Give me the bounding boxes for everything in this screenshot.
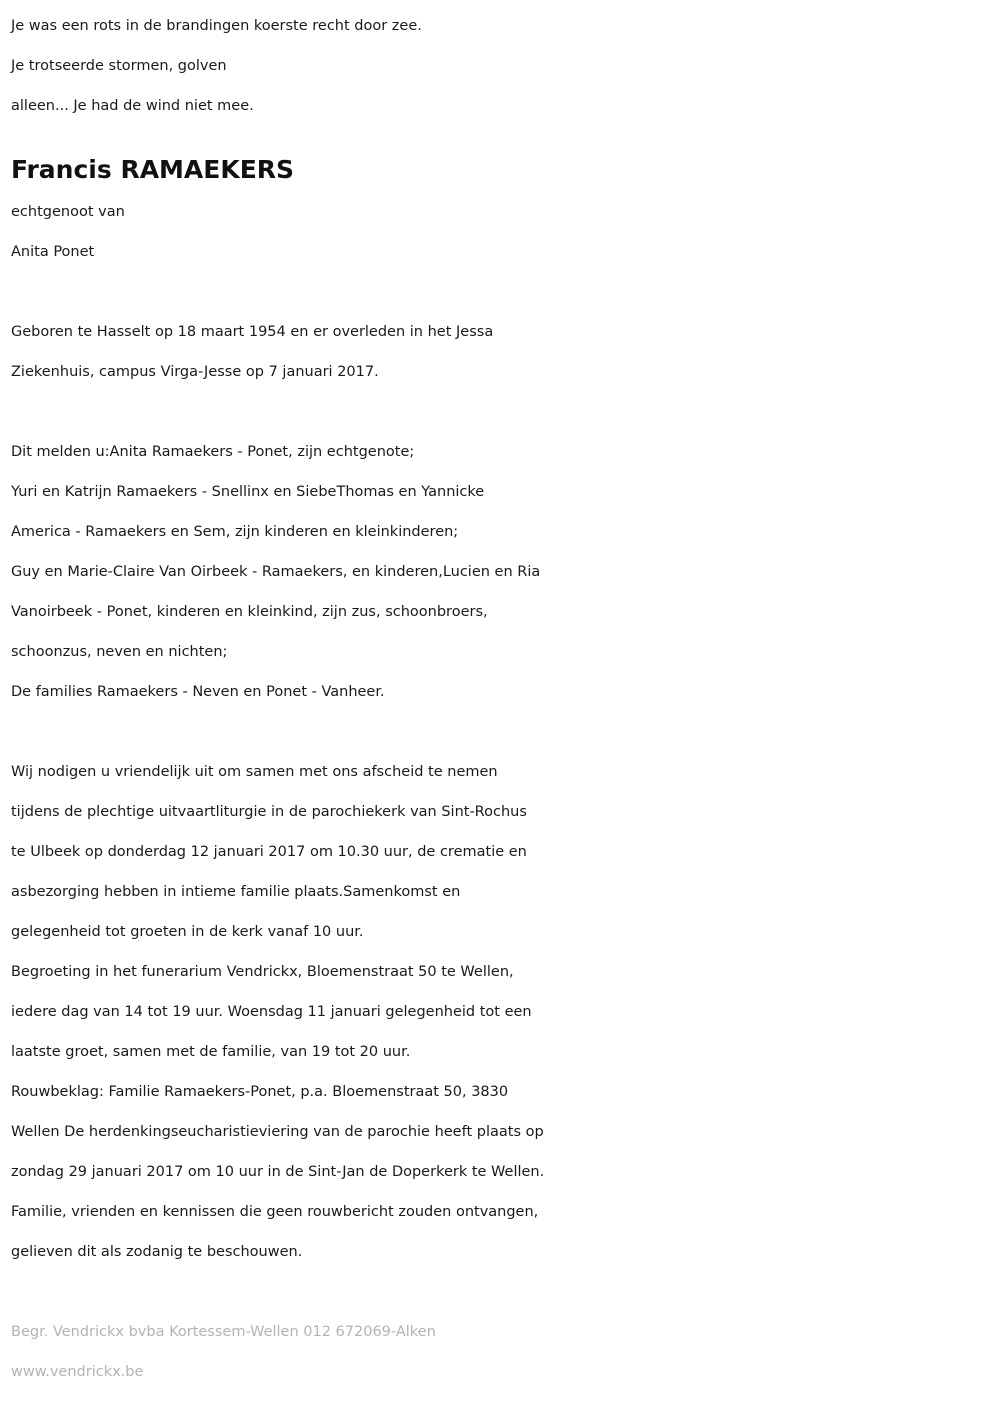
- ceremony-line: tijdens de plechtige uitvaartliturgie in de parochiekerk van Sint-Rochus: [11, 804, 527, 820]
- spacer: [11, 272, 996, 312]
- ceremony-line: gelegenheid tot groeten in de kerk vanaf 10 uur.: [11, 924, 364, 940]
- funeral-home-info: Begr. Vendrickx bvba Kortessem-Wellen 012 672069-Alken: [11, 1324, 436, 1340]
- ceremony-line: Wellen De herdenkingseucharistieviering van de parochie heeft plaats op: [11, 1124, 544, 1140]
- family-line: Vanoirbeek - Ponet, kinderen en kleinkind, zijn zus, schoonbroers,: [11, 604, 488, 620]
- family-line: Guy en Marie-Claire Van Oirbeek - Ramaekers, en kinderen,Lucien en Ria: [11, 564, 541, 580]
- spacer: [11, 392, 996, 432]
- family-line: De families Ramaekers - Neven en Ponet - Vanheer.: [11, 684, 385, 700]
- family-line: schoonzus, neven en nichten;: [11, 644, 228, 660]
- ceremony-line: Wij nodigen u vriendelijk uit om samen met ons afscheid te nemen: [11, 764, 498, 780]
- ceremony-line: asbezorging hebben in intieme familie plaats.Samenkomst en: [11, 884, 461, 900]
- footer: [11, 1312, 996, 1392]
- obituary-document: [11, 6, 996, 1392]
- spouse-name: Anita Ponet: [11, 244, 95, 260]
- ceremony-line: gelieven dit als zodanig te beschouwen.: [11, 1244, 303, 1260]
- family-line: Dit melden u:Anita Ramaekers - Ponet, zijn echtgenote;: [11, 444, 415, 460]
- ceremony-line: iedere dag van 14 tot 19 uur. Woensdag 11 januari gelegenheid tot een: [11, 1004, 532, 1020]
- ceremony-line: Rouwbeklag: Familie Ramaekers-Ponet, p.a. Bloemenstraat 50, 3830: [11, 1084, 509, 1100]
- poem-line: alleen... Je had de wind niet mee.: [11, 98, 254, 114]
- ceremony-line: zondag 29 januari 2017 om 10 uur in de Sint-Jan de Doperkerk te Wellen.: [11, 1164, 545, 1180]
- birth-death-block: [11, 312, 996, 392]
- family-line: America - Ramaekers en Sem, zijn kinderen en kleinkinderen;: [11, 524, 459, 540]
- birth-death-line: Geboren te Hasselt op 18 maart 1954 en er overleden in het Jessa: [11, 324, 494, 340]
- ceremony-line: te Ulbeek op donderdag 12 januari 2017 om 10.30 uur, de crematie en: [11, 844, 527, 860]
- poem-line: Je was een rots in de brandingen koerste recht door zee.: [11, 18, 422, 34]
- poem-line: Je trotseerde stormen, golven: [11, 58, 227, 74]
- ceremony-line: Begroeting in het funerarium Vendrickx, Bloemenstraat 50 te Wellen,: [11, 964, 514, 980]
- ceremony-block: [11, 752, 996, 1272]
- deceased-name: Francis RAMAEKERS: [11, 155, 295, 184]
- ceremony-line: laatste groet, samen met de familie, van 19 tot 20 uur.: [11, 1044, 411, 1060]
- family-block: [11, 432, 996, 712]
- poem-block: [11, 6, 996, 126]
- funeral-home-website: www.vendrickx.be: [11, 1364, 144, 1380]
- family-line: Yuri en Katrijn Ramaekers - Snellinx en SiebeThomas en Yannicke: [11, 484, 485, 500]
- relation-line: echtgenoot van: [11, 204, 125, 220]
- relation-block: [11, 192, 996, 272]
- spacer: [11, 712, 996, 752]
- birth-death-line: Ziekenhuis, campus Virga-Jesse op 7 januari 2017.: [11, 364, 379, 380]
- ceremony-line: Familie, vrienden en kennissen die geen rouwbericht zouden ontvangen,: [11, 1204, 539, 1220]
